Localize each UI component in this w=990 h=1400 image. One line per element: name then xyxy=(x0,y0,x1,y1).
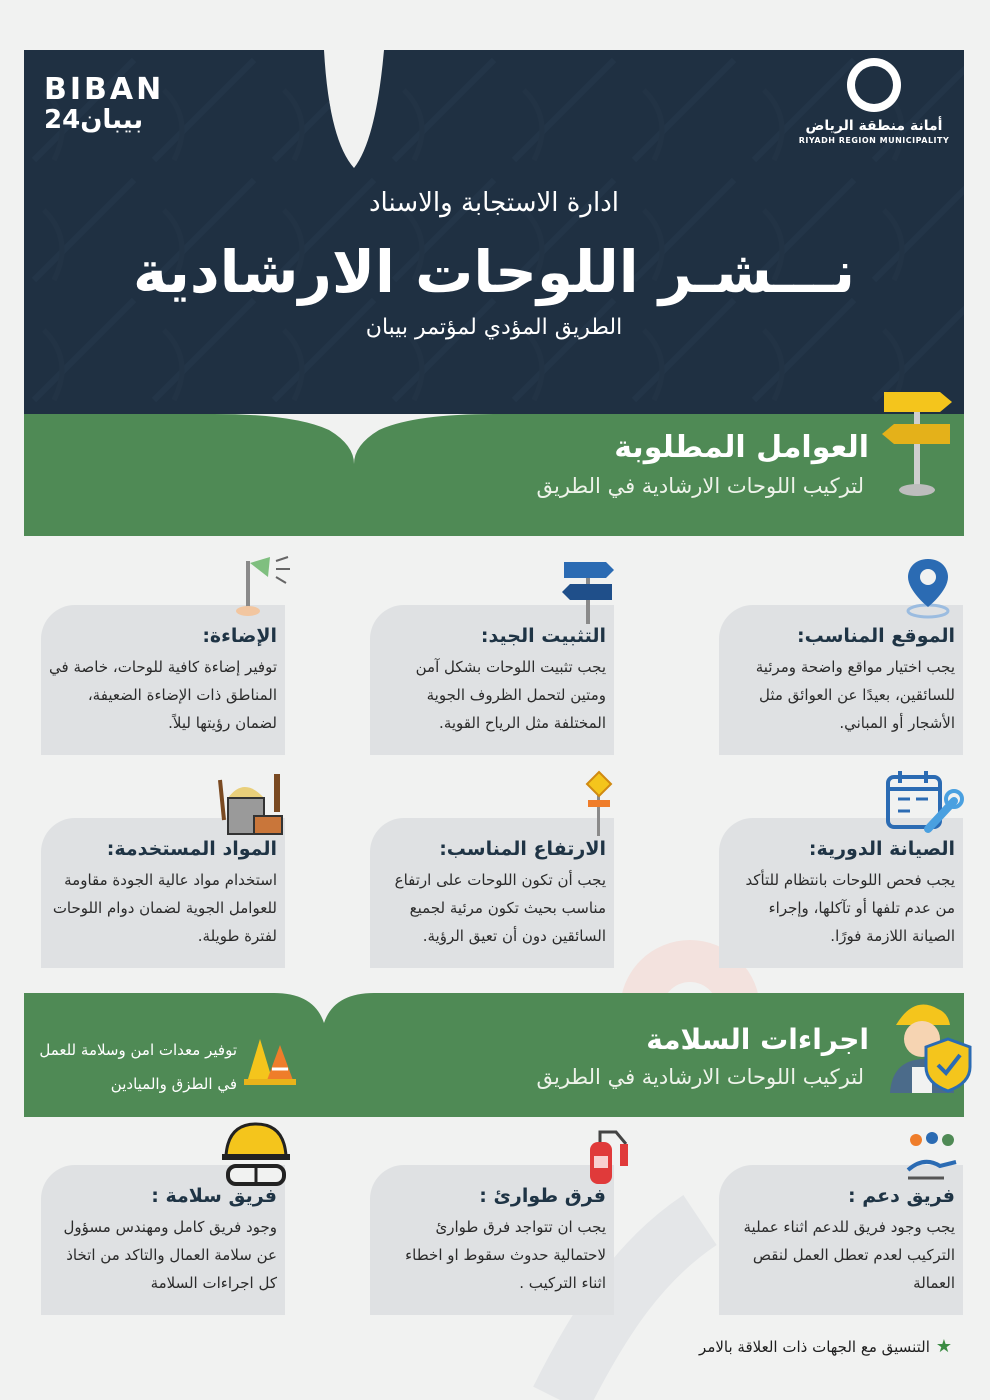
factor-card-title: التثبيت الجيد: xyxy=(480,625,606,647)
safety-card-body: يجب وجود فريق للدعم اثناء عملية التركيب لعدم تعطل العمل لنقص العمالة xyxy=(743,1218,955,1292)
municipality-arabic-name: أمانة منطقة الرياض xyxy=(805,118,943,134)
star-icon: ★ xyxy=(935,1336,952,1357)
signpost-icon xyxy=(878,380,958,500)
factor-card-height xyxy=(370,818,614,968)
factors-section-subtitle: لتركيب اللوحات الارشادية في الطريق xyxy=(536,474,864,498)
direction-sign-icon xyxy=(560,556,616,626)
factor-card-materials xyxy=(41,818,285,968)
location-pin-icon xyxy=(902,555,954,619)
page-subtitle: الطريق المؤدي لمؤتمر بيبان xyxy=(365,315,623,340)
lamp-icon xyxy=(234,553,294,619)
factor-card-body: يجب اختيار مواقع واضحة ومرئية للسائقين، بعيدًا عن العوائق مثل الأشجار أو المباني. xyxy=(755,658,955,732)
biban-latin-text: BIBAN xyxy=(44,72,165,107)
factor-card-lighting xyxy=(41,605,285,755)
calendar-wrench-icon xyxy=(884,767,964,837)
page-title: نـــشـر اللوحات الارشادية xyxy=(132,238,856,306)
municipality-logo xyxy=(794,58,954,145)
factor-card-body: توفير إضاءة كافية للوحات، خاصة في المناطق ذات الإضاءة الضعيفة، لضمان رؤيتها ليلاً. xyxy=(49,658,277,732)
safety-banner xyxy=(24,993,964,1117)
biban-logo xyxy=(44,72,164,135)
factors-section-title: العوامل المطلوبة xyxy=(614,430,869,465)
department-name: ادارة الاستجابة والاسناد xyxy=(368,188,620,218)
factor-card-mounting xyxy=(370,605,614,755)
factor-card-title: الصيانة الدورية: xyxy=(808,838,955,860)
municipality-english-name: RIYADH REGION MUNICIPALITY xyxy=(798,136,950,145)
safety-card-support-team xyxy=(719,1165,963,1315)
safety-section-title: اجراءات السلامة xyxy=(646,1023,869,1056)
safety-card-body: يجب ان تتواجد فرق طوارئ لاحتمالية حدوث سقوط او اخطاء اثناء التركيب . xyxy=(405,1218,606,1292)
safety-card-title: فريق دعم : xyxy=(848,1185,955,1207)
safety-card-title: فريق سلامة : xyxy=(151,1185,277,1207)
biban-arabic-text: بيبان24 xyxy=(44,105,144,135)
fire-extinguisher-icon xyxy=(578,1126,632,1186)
coordination-note-text: التنسيق مع الجهات ذات العلاقة بالامر xyxy=(699,1338,930,1356)
factor-card-title: الإضاءة: xyxy=(202,625,277,647)
factor-card-body: استخدام مواد عالية الجودة مقاومة للعوامل الجوية لضمان دوام اللوحات لفترة طويلة. xyxy=(52,871,277,945)
factor-card-location xyxy=(719,605,963,755)
safety-equipment-note: توفير معدات امن وسلامة للعمل في الطزق والميادين xyxy=(39,1041,237,1093)
materials-icon xyxy=(214,768,288,838)
safety-card-body: وجود فريق كامل ومهندس مسؤول عن سلامة العمال والتاكد من اتخاذ كل اجراءات السلامة xyxy=(63,1218,277,1292)
factor-card-body: يجب أن تكون اللوحات على ارتفاع مناسب بحيث تكون مرئية لجميع السائقين دون أن تعيق الرؤية. xyxy=(394,871,606,945)
factor-card-maintenance xyxy=(719,818,963,968)
height-sign-icon xyxy=(584,770,614,838)
helmet-goggles-icon xyxy=(220,1120,292,1190)
factor-card-body: يجب تثبيت اللوحات بشكل آمن ومتين لتحمل الظروف الجوية المختلفة مثل الرياح القوية. xyxy=(415,658,606,732)
safety-card-title: فرق طوارئ : xyxy=(479,1185,606,1207)
support-team-icon xyxy=(904,1130,960,1184)
factor-card-title: الارتفاع المناسب: xyxy=(439,838,606,860)
safety-card-emergency-team xyxy=(370,1165,614,1315)
worker-shield-icon xyxy=(878,991,978,1095)
safety-section-subtitle: لتركيب اللوحات الارشادية في الطريق xyxy=(536,1065,864,1089)
factor-card-title: المواد المستخدمة: xyxy=(106,838,277,860)
factor-card-body: يجب فحص اللوحات بانتظام للتأكد من عدم تلفها أو تآكلها، وإجراء الصيانة اللازمة فورًا. xyxy=(745,871,955,945)
coordination-note xyxy=(699,1336,952,1357)
header-banner xyxy=(24,50,964,536)
safety-cones-icon xyxy=(242,1033,298,1089)
factor-card-title: الموقع المناسب: xyxy=(796,625,955,647)
municipality-emblem-icon xyxy=(847,58,901,112)
